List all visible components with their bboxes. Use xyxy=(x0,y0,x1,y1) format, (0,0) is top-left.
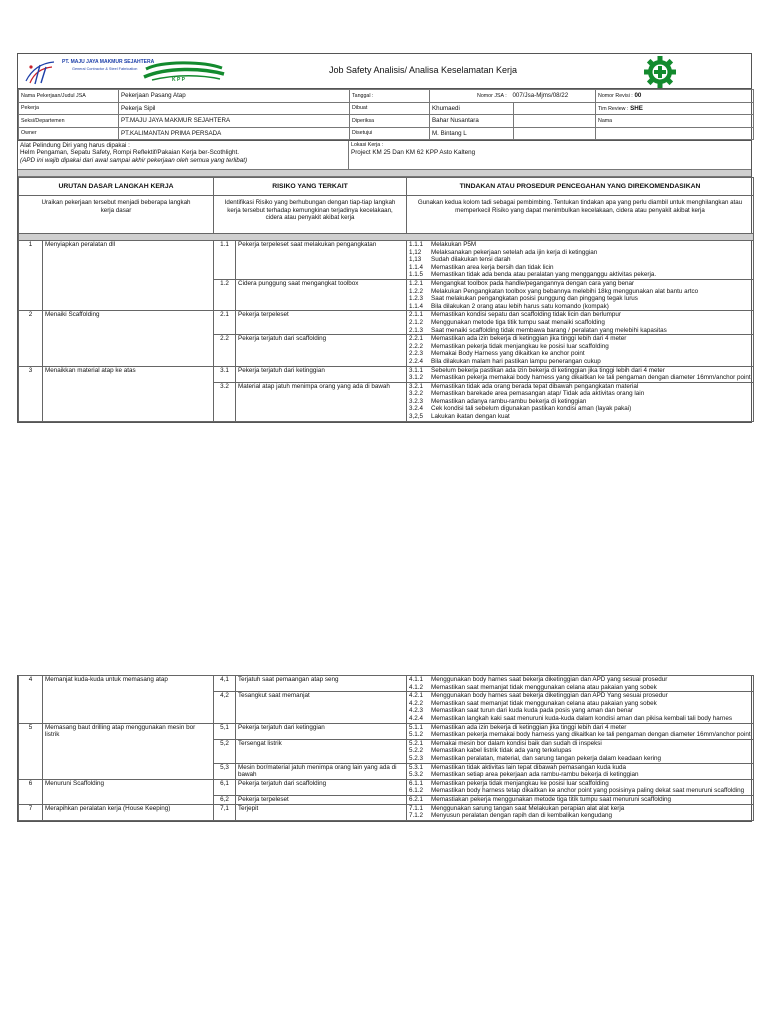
action-number: 3.1.1 xyxy=(409,366,424,374)
actions-cell xyxy=(407,311,754,335)
action-item xyxy=(409,405,751,413)
step-text: Merapihkan peralatan kerja (House Keeping) xyxy=(43,804,214,820)
jsa-main-table-page2 xyxy=(18,675,754,821)
table-row xyxy=(19,279,754,310)
risk-text: Pekerja terjatuh dari scaffolding xyxy=(236,779,407,795)
nama-value xyxy=(596,127,754,140)
jsa-sheet-page2 xyxy=(17,675,752,822)
dibuat-sign xyxy=(514,102,596,115)
table-row xyxy=(19,241,754,280)
risk-text: Tesangkut saat memanjat xyxy=(236,692,407,723)
dibuat-label: Dibuat xyxy=(350,102,430,115)
risk-text: Pekerja terpeleset xyxy=(236,795,407,804)
action-item xyxy=(409,271,751,279)
action-item xyxy=(409,747,751,755)
risk-text: Tersengat listrik xyxy=(236,739,407,763)
action-number: 1.1.4 xyxy=(409,263,424,271)
kpp-logo-text: K P P xyxy=(172,77,185,83)
risk-number: 3.2 xyxy=(214,382,236,421)
action-item xyxy=(409,707,751,715)
action-number: 4.2.1 xyxy=(409,692,424,700)
action-number: 5.2.2 xyxy=(409,747,424,755)
action-text: Memastikan ada izin bekerja di ketinggian jika tinggi lebih dari 4 meter xyxy=(431,335,627,343)
risk-number: 6,1 xyxy=(214,779,236,795)
action-number: 4.2.3 xyxy=(409,707,424,715)
document-title: Job Safety Analisis/ Analisa Keselamatan Kerja xyxy=(328,65,518,75)
pekerja-value: Pekerja Sipil xyxy=(119,102,350,115)
actions-cell xyxy=(407,692,754,723)
step-number xyxy=(19,739,43,763)
action-item xyxy=(409,303,751,311)
action-number: 7.1.2 xyxy=(409,812,424,820)
risk-number: 2.2 xyxy=(214,335,236,366)
risk-text: Material atap jatuh menimpa orang yang ada di bawah xyxy=(236,382,407,421)
actions-cell xyxy=(407,804,754,820)
table-band xyxy=(19,234,754,241)
action-number: 3.1.2 xyxy=(409,374,424,382)
step-text xyxy=(43,382,214,421)
nomor-jsa-value: 007/Jsa-Mjms/08/22 xyxy=(512,92,569,100)
disetujui-sign xyxy=(514,127,596,140)
action-number: 1.1.4 xyxy=(409,302,424,310)
action-number: 3.2.1 xyxy=(409,382,424,390)
actions-cell xyxy=(407,676,754,692)
action-text: Menggunakan metode tiga titik tumpu saat menaiki scaffolding xyxy=(431,318,605,326)
action-text: Mengangkat toolbox pada handle/pegangannya dengan cara yang benar xyxy=(431,279,635,287)
action-number: 4.1.1 xyxy=(409,676,424,683)
action-item xyxy=(409,812,751,820)
action-text: Memastikan body harness tetap dikaitkan ke anchor point yang posisinya paling dekat saat menuruni scaffolding xyxy=(431,787,745,795)
action-number: 1.1.5 xyxy=(409,271,424,279)
disetujui-label: Disetujui xyxy=(350,127,430,140)
action-text: Menggunakan body harnes saat bekerja diketinggian dan APD yang sesuai prosedur xyxy=(431,676,668,683)
action-number: 2.1.2 xyxy=(409,318,424,326)
action-item xyxy=(409,700,751,708)
action-item xyxy=(409,780,751,788)
risk-text: Terjepit xyxy=(236,804,407,820)
action-number: 2.2.3 xyxy=(409,350,424,358)
info-table xyxy=(18,89,754,140)
risk-number: 3.1 xyxy=(214,366,236,382)
action-item xyxy=(409,335,751,343)
action-number: 1.2.3 xyxy=(409,295,424,303)
action-item xyxy=(409,715,751,723)
action-text: Cek kondisi tali sebelum digunakan pastikan kondisi aman (layak pakai) xyxy=(431,405,632,413)
action-number: 5.1.1 xyxy=(409,723,424,731)
risk-number: 1.1 xyxy=(214,241,236,280)
action-item xyxy=(409,724,751,732)
action-text: Saat melakukan pengangkatan posisi punggung dan pinggang tegak lurus xyxy=(431,295,638,303)
k3-safety-gear-icon xyxy=(643,55,677,89)
action-text: Memastikan pekerja tidak menjangkau ke posisi luar scaffolding xyxy=(431,342,609,350)
action-number: 5.1.2 xyxy=(409,731,424,739)
action-item xyxy=(409,684,751,692)
table-row xyxy=(19,779,754,795)
action-item xyxy=(409,383,751,391)
action-number: 2.1.3 xyxy=(409,326,424,334)
nama-label: Nama xyxy=(596,115,754,128)
step-number xyxy=(19,335,43,366)
diperiksa-value: Bahar Nusantara xyxy=(430,115,514,128)
action-text: Menggunakan sarung tangan saat Melakukan perapian alat alat kerja xyxy=(431,804,625,812)
tim-review-label: Tim Review : xyxy=(598,105,629,112)
action-number: 5.2.3 xyxy=(409,754,424,762)
step-text xyxy=(43,739,214,763)
owner-value: PT.KALIMANTAN PRIMA PERSADA xyxy=(119,127,350,140)
actions-cell xyxy=(407,335,754,366)
pekerja-label: Pekerja xyxy=(19,102,119,115)
step-number xyxy=(19,795,43,804)
risk-number: 5,1 xyxy=(214,723,236,739)
step-text xyxy=(43,763,214,779)
action-text: Memastikan tidak ada orang berada tepat dibawah pengangkatan material xyxy=(431,382,639,390)
risk-text: Mesin bor/material jatuh menimpa orang lain yang ada di bawah xyxy=(236,763,407,779)
lokasi-value: Project KM 25 Dan KM 62 KPP Asto Kalteng xyxy=(351,149,476,157)
step-text: Menaiki Scaffolding xyxy=(43,311,214,335)
step-number: 4 xyxy=(19,676,43,692)
action-number: 1.2.2 xyxy=(409,287,424,295)
nomor-jsa-cell xyxy=(430,90,596,103)
risk-number: 5,2 xyxy=(214,739,236,763)
risk-number: 2.1 xyxy=(214,311,236,335)
action-text: Memastikan setiap area pekerjaan ada rambu-rambu bekerja di ketinggian xyxy=(431,771,639,779)
col-risks-desc: Identifikasi Risiko yang berhubungan dengan tiap-tiap langkah kerja tersebut terhadap kemungkinan terjadinya kecelakaan, cidera atau penyakit akibat kerja xyxy=(214,196,407,234)
action-item xyxy=(409,692,751,700)
table-row xyxy=(19,763,754,779)
step-number xyxy=(19,382,43,421)
action-text: Melakukan Pengangkatan toolbox yang bebannya melebihi 18kg menggunakan alat bantu artco xyxy=(431,287,699,295)
action-number: 2.2.4 xyxy=(409,357,424,365)
action-item xyxy=(409,374,751,382)
action-text: Memastikan pekerja memakai body harness yang dikaitkan ke tali pengaman dengan diameter 16mm/anchor point xyxy=(431,731,751,739)
step-number: 1 xyxy=(19,241,43,280)
action-number: 6.1.2 xyxy=(409,787,424,795)
action-item xyxy=(409,413,751,421)
step-text xyxy=(43,692,214,723)
action-number: 3.2.3 xyxy=(409,397,424,405)
action-item xyxy=(409,787,751,795)
disetujui-value: M. Bintang L xyxy=(430,127,514,140)
action-number: 3,2,5 xyxy=(409,413,424,421)
risk-text: Pekerja terpeleset xyxy=(236,311,407,335)
action-item xyxy=(409,241,751,249)
action-text: Memastikan langkah kaki saat menuruni kuda-kuda dalam kondisi aman dan pikisa kembali tali body harnes xyxy=(431,714,733,722)
actions-cell xyxy=(407,366,754,382)
seksi-label: Seksi/Departemen xyxy=(19,115,119,128)
action-number: 1,12 xyxy=(409,248,422,256)
actions-cell xyxy=(407,795,754,804)
action-item xyxy=(409,319,751,327)
step-number: 2 xyxy=(19,311,43,335)
action-item xyxy=(409,358,751,366)
action-item xyxy=(409,676,751,684)
action-text: Menyusun peralatan dengan rapih dan di kembalikan kengudang xyxy=(431,812,612,820)
action-item xyxy=(409,350,751,358)
seksi-value: PT.MAJU JAYA MAKMUR SEJAHTERA xyxy=(119,115,350,128)
action-text: Sudah dilakukan tensi darah xyxy=(431,256,511,264)
table-row xyxy=(19,311,754,335)
table-row xyxy=(19,382,754,421)
action-number: 5.3.2 xyxy=(409,771,424,779)
action-number: 1.1.1 xyxy=(409,241,424,248)
action-text: Memastikan kondisi sepatu dan scaffolding tidak licin dan berlumpur xyxy=(431,311,621,319)
action-text: Memastikan pekerja memakai body harness yang dikaitkan ke tali pengaman dengan diameter 16mm/anchor point xyxy=(431,374,751,382)
action-item xyxy=(409,755,751,763)
step-text: Memanjat kuda-kuda untuk memasang atap xyxy=(43,676,214,692)
action-number: 1,13 xyxy=(409,256,422,264)
action-item xyxy=(409,731,751,739)
action-item xyxy=(409,264,751,272)
company-logo-mark-icon xyxy=(22,59,58,85)
company-name: PT. MAJU JAYA MAKMUR SEJAHTERA xyxy=(62,59,155,65)
table-row xyxy=(19,795,754,804)
action-text: Memastikan kabel listrik tidak ada yang terkelupas xyxy=(431,747,572,755)
action-item xyxy=(409,805,751,813)
action-item xyxy=(409,764,751,772)
action-text: Memastikan tidak aktivitas lain tepat dibawah pemasangan kuda kuda xyxy=(431,763,626,771)
step-text: Menyiapkan peralatan dll xyxy=(43,241,214,280)
risk-text: Pekerja terjatuh dari ketinggian xyxy=(236,723,407,739)
action-item xyxy=(409,311,751,319)
step-number: 5 xyxy=(19,723,43,739)
action-number: 4.2.2 xyxy=(409,699,424,707)
actions-cell xyxy=(407,723,754,739)
company-tagline: General Contractor & Steel Fabrication xyxy=(72,67,138,71)
step-text xyxy=(43,279,214,310)
table-row xyxy=(19,739,754,763)
action-number: 5.2.1 xyxy=(409,739,424,747)
step-text: Menaikkan material atap ke atas xyxy=(43,366,214,382)
action-text: Melaksanakan pekerjaan setelah ada ijin kerja di ketinggian xyxy=(431,248,598,256)
risk-text: Cidera punggung saat mengangkat toolbox xyxy=(236,279,407,310)
risk-number: 7,1 xyxy=(214,804,236,820)
action-item xyxy=(409,295,751,303)
action-text: Memastikan saat memanjat tidak menggunakan celana atau pakaian yang sobek xyxy=(431,683,657,691)
action-item xyxy=(409,398,751,406)
action-text: Bila dilakukan malam hari pastikan lampu penerangan cukup xyxy=(431,357,601,365)
step-number xyxy=(19,692,43,723)
actions-cell xyxy=(407,739,754,763)
action-item xyxy=(409,796,751,804)
lokasi-label: Lokasi Kerja : xyxy=(351,142,384,148)
col-actions-desc: Gunakan kedua kolom tadi sebagai pembimbing. Tentukan tindakan apa yang perlu diambil untuk menghilangkan atau memperkecil Risiko yang dapat menimbulkan kecelakaan, cidera atau penyakit akibat kerja xyxy=(407,196,754,234)
lokasi-block xyxy=(349,141,751,169)
action-text: Sebelum bekerja pastikan ada izin bekerja di ketinggian jika tinggi lebih dari 4 meter xyxy=(431,366,665,374)
step-number xyxy=(19,763,43,779)
table-row xyxy=(19,366,754,382)
separator-band xyxy=(18,169,751,177)
action-number: 2.2.1 xyxy=(409,335,424,343)
col-actions-header: TINDAKAN ATAU PROSEDUR PENCEGAHAN YANG DIREKOMENDASIKAN xyxy=(407,178,754,196)
risk-text: Terjatuh saat pemaangan atap seng xyxy=(236,676,407,692)
actions-cell xyxy=(407,241,754,280)
table-row xyxy=(19,723,754,739)
nama-pekerjaan-value: Pekerjaan Pasang Atap xyxy=(119,90,350,103)
diperiksa-sign xyxy=(514,115,596,128)
risk-text: Pekerja terjatuh dari scaffolding xyxy=(236,335,407,366)
diperiksa-label: Diperiksa xyxy=(350,115,430,128)
step-number: 7 xyxy=(19,804,43,820)
table-row xyxy=(19,804,754,820)
tanggal-label: Tanggal : xyxy=(350,90,430,103)
action-number: 6.2.1 xyxy=(409,795,424,803)
jsa-sheet xyxy=(17,53,752,423)
risk-number: 4,2 xyxy=(214,692,236,723)
apd-label: Alat Pelindung Diri yang harus dipakai : xyxy=(20,142,130,149)
action-text: Memastiakan pekerja menggunakan metode tiga titik tumpu saat menuruni scaffolding xyxy=(431,795,672,803)
actions-cell xyxy=(407,763,754,779)
nomor-revisi-cell xyxy=(596,90,754,103)
action-text: Memastikan adanya rambu-rambu bekerja di ketinggian xyxy=(431,397,587,405)
action-item xyxy=(409,390,751,398)
action-item xyxy=(409,367,751,375)
col-steps-header: URUTAN DASAR LANGKAH KERJA xyxy=(19,178,214,196)
action-number: 4.1.2 xyxy=(409,683,424,691)
table-row xyxy=(19,676,754,692)
action-item xyxy=(409,327,751,335)
action-number: 2.1.1 xyxy=(409,311,424,319)
action-text: Memastikan ada izin bekerja di ketinggian jika tinggi lebih dari 4 meter xyxy=(431,723,627,731)
table-row xyxy=(19,692,754,723)
risk-number: 6,2 xyxy=(214,795,236,804)
step-number xyxy=(19,279,43,310)
action-text: Memastikan saat memanjat tidak menggunakan celana atau pakaian yang sobek xyxy=(431,699,657,707)
risk-text: Pekerja terpeleset saat melakukan pengangkatan xyxy=(236,241,407,280)
risk-number: 4,1 xyxy=(214,676,236,692)
col-steps-desc: Uraikan pekerjaan tersebut menjadi beberapa langkah kerja dasar xyxy=(19,196,214,234)
nomor-jsa-label: Nomor JSA : xyxy=(477,93,507,100)
action-item xyxy=(409,256,751,264)
risk-number: 1.2 xyxy=(214,279,236,310)
actions-cell xyxy=(407,779,754,795)
action-text: Melakukan P5M xyxy=(431,241,477,248)
company-logo xyxy=(22,57,155,85)
action-number: 5.3.1 xyxy=(409,763,424,771)
action-number: 4.2.4 xyxy=(409,714,424,722)
nama-pekerjaan-label: Nama Pekerjaan/Judul JSA xyxy=(19,90,119,103)
step-text: Memasang baut drilling atap menggunakan mesin bor listrik xyxy=(43,723,214,739)
action-text: Memastikan tidak ada benda atau peralatan yang mengganggu aktivitas pekerja. xyxy=(431,271,657,279)
action-number: 7.1.1 xyxy=(409,804,424,812)
risk-text: Pekerja terjatuh dari ketinggian xyxy=(236,366,407,382)
action-item xyxy=(409,343,751,351)
action-text: Memastikan barekade area pemasangan atap/ Tidak ada aktivitas orang lain xyxy=(431,390,645,398)
action-text: Memakai Body Harness yang dikaitkan ke anchor point xyxy=(431,350,585,358)
col-risks-header: RISIKO YANG TERKAIT xyxy=(214,178,407,196)
kpp-logo xyxy=(142,60,226,86)
action-item xyxy=(409,771,751,779)
step-text xyxy=(43,795,214,804)
dibuat-value: Khumaedi xyxy=(430,102,514,115)
action-item xyxy=(409,740,751,748)
table-row xyxy=(19,335,754,366)
action-text: Memastikan saat turun dari kuda kuda pada posis yang aman dan benar xyxy=(431,707,633,715)
nomor-revisi-value: 00 xyxy=(634,92,642,100)
action-text: Memastikan pekerja tidak menjangkau ke posisi luar scaffolding xyxy=(431,779,609,787)
tim-review-cell xyxy=(596,102,754,115)
action-text: Memakai mesin bor dalam kondisi baik dan sudah di inspeksi xyxy=(431,739,602,747)
action-text: Bila dilakukan 2 orang atau lebih harus satu komando (kompak) xyxy=(431,302,609,310)
apd-section xyxy=(18,140,751,169)
action-text: Lakukan ikatan dengan kuat xyxy=(431,413,510,421)
action-number: 3.2.2 xyxy=(409,390,424,398)
header xyxy=(18,54,751,89)
tim-review-value: SHE xyxy=(630,104,643,112)
action-number: 3.2.4 xyxy=(409,405,424,413)
action-text: Menggunakan body harnes saat bekerja diketinggian dan APD Yang sesuai prosedur xyxy=(431,692,668,700)
actions-cell xyxy=(407,279,754,310)
action-item xyxy=(409,288,751,296)
action-text: Saat menaiki scaffolding tidak membawa barang / peralatan yang melebihi kapasitas xyxy=(431,326,667,334)
risk-number: 5,3 xyxy=(214,763,236,779)
action-item xyxy=(409,249,751,257)
action-number: 2.2.2 xyxy=(409,342,424,350)
jsa-main-table xyxy=(18,177,754,422)
action-number: 1.2.1 xyxy=(409,279,424,287)
apd-note: (APD ini wajib dipakai dari awal sampai akhir pekerjaan oleh semua yang terlibat) xyxy=(20,156,248,164)
step-number: 3 xyxy=(19,366,43,382)
step-text xyxy=(43,335,214,366)
apd-block xyxy=(18,141,349,169)
action-item xyxy=(409,280,751,288)
apd-items: Helm Pengaman, Sepatu Safety, Rompi Reflektif/Pakaian Kerja ber-Scothlight. xyxy=(20,149,239,157)
actions-cell xyxy=(407,382,754,421)
action-text: Memastikan area kerja bersih dan tidak licin xyxy=(431,263,554,271)
owner-label: Owner xyxy=(19,127,119,140)
nomor-revisi-label: Nomor Revisi : xyxy=(598,93,633,100)
action-number: 6.1.1 xyxy=(409,779,424,787)
step-text: Menuruni Scaffolding xyxy=(43,779,214,795)
step-number: 6 xyxy=(19,779,43,795)
action-text: Memastikan peralatan, material, dan sarung tangan pekerja dalam keadaan kering xyxy=(431,754,661,762)
